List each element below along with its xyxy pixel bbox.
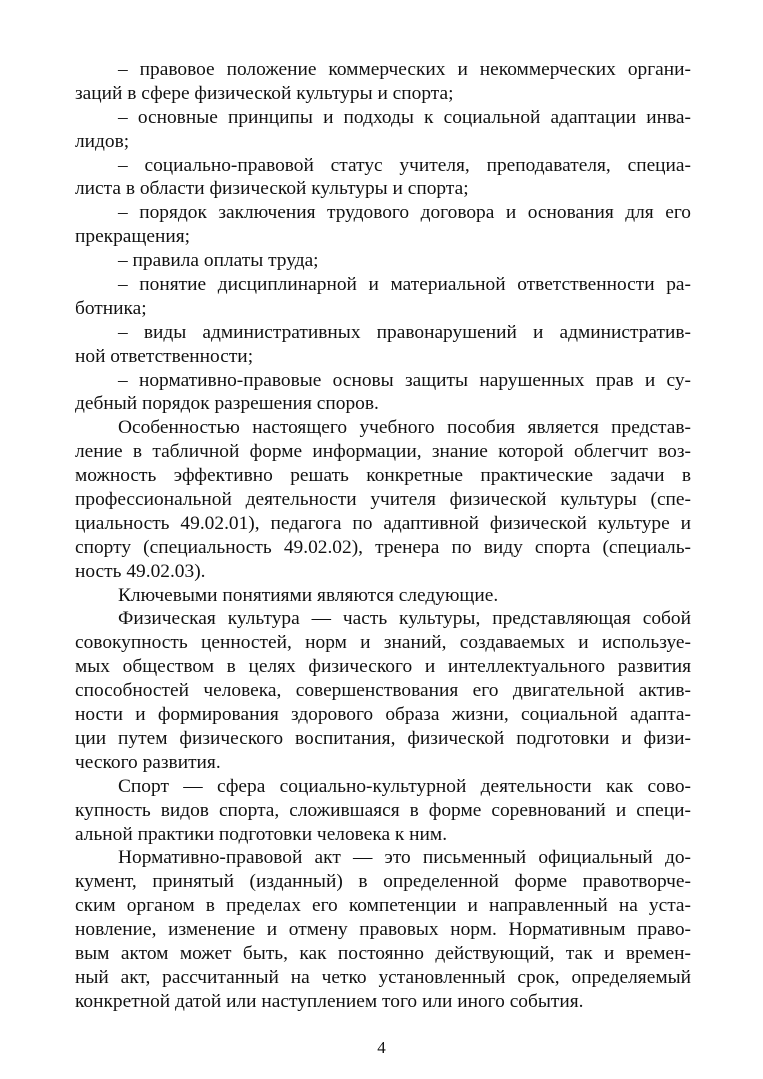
text-line: прекращения;	[75, 226, 190, 248]
text-line: – правовое положение коммерческих и некоммерческих органи-	[118, 59, 691, 80]
text-line: ским органом в пределах его компетенции и направленный на уста-	[75, 895, 691, 917]
text-line: Особенностью настоящего учебного пособия является представ-	[118, 417, 691, 439]
text-line: – понятие дисциплинарной и материальной ответственности ра-	[118, 274, 691, 296]
body-text	[75, 58, 691, 1014]
text-line: Физическая культура — часть культуры, представляющая собой	[118, 608, 691, 630]
text-line: Спорт — сфера социально-культурной деятельности как сово-	[118, 775, 691, 797]
text-line: листа в области физической культуры и спорта;	[75, 178, 469, 200]
text-line: циальность 49.02.01), педагога по адаптивной физической культуре и	[75, 512, 691, 534]
text-line: – социально-правовой статус учителя, преподавателя, специа-	[118, 154, 691, 176]
text-line: ной ответственности;	[75, 345, 254, 367]
text-line: конкретной датой или наступлением того или иного события.	[75, 990, 584, 1012]
text-line: – виды административных правонарушений и административ-	[118, 321, 691, 343]
text-line: можность эффективно решать конкретные практические задачи в	[75, 465, 691, 487]
text-line: кумент, принятый (изданный) в определенной форме правотворче-	[75, 871, 691, 893]
text-line: способностей человека, совершенствования его двигательной актив-	[75, 680, 691, 702]
text-line: ление в табличной форме информации, знание которой облегчит воз-	[75, 441, 691, 463]
text-line: ность 49.02.03).	[75, 560, 206, 582]
text-line: профессиональной деятельности учителя физической культуры (спе-	[75, 489, 691, 511]
text-line: ботника;	[75, 297, 147, 319]
page-number: 4	[377, 1038, 386, 1057]
text-line: вым актом может быть, как постоянно действующий, так и времен-	[75, 942, 691, 964]
text-line: ности и формирования здорового образа жизни, социальной адапта-	[75, 704, 691, 726]
text-line: лидов;	[75, 130, 130, 152]
text-line: ный акт, рассчитанный на четко установленный срок, определяемый	[75, 966, 691, 988]
text-line: новление, изменение и отмену правовых норм. Нормативным право-	[75, 919, 691, 941]
text-line: мых обществом в целях физического и интеллектуального развития	[75, 656, 691, 678]
text-line: дебный порядок разрешения споров.	[75, 393, 379, 415]
text-line: спорту (специальность 49.02.02), тренера по виду спорта (специаль-	[75, 536, 691, 558]
text-line: – порядок заключения трудового договора и основания для его	[118, 202, 691, 224]
text-line: альной практики подготовки человека к ним.	[75, 823, 448, 845]
text-line: – правила оплаты труда;	[118, 250, 319, 272]
text-line: совокупность ценностей, норм и знаний, создаваемых и используе-	[75, 632, 691, 654]
text-line: купность видов спорта, сложившаяся в форме соревнований и специ-	[75, 799, 691, 821]
text-line: Ключевыми понятиями являются следующие.	[118, 584, 499, 606]
text-line: ции путем физического воспитания, физической подготовки и физи-	[75, 727, 691, 749]
text-line: заций в сфере физической культуры и спорта;	[75, 82, 454, 104]
text-line: – основные принципы и подходы к социальной адаптации инва-	[118, 106, 691, 128]
text-line: ческого развития.	[75, 751, 221, 773]
text-line: Нормативно-правовой акт — это письменный официальный до-	[118, 847, 691, 869]
text-line: – нормативно-правовые основы защиты нарушенных прав и су-	[118, 369, 691, 391]
